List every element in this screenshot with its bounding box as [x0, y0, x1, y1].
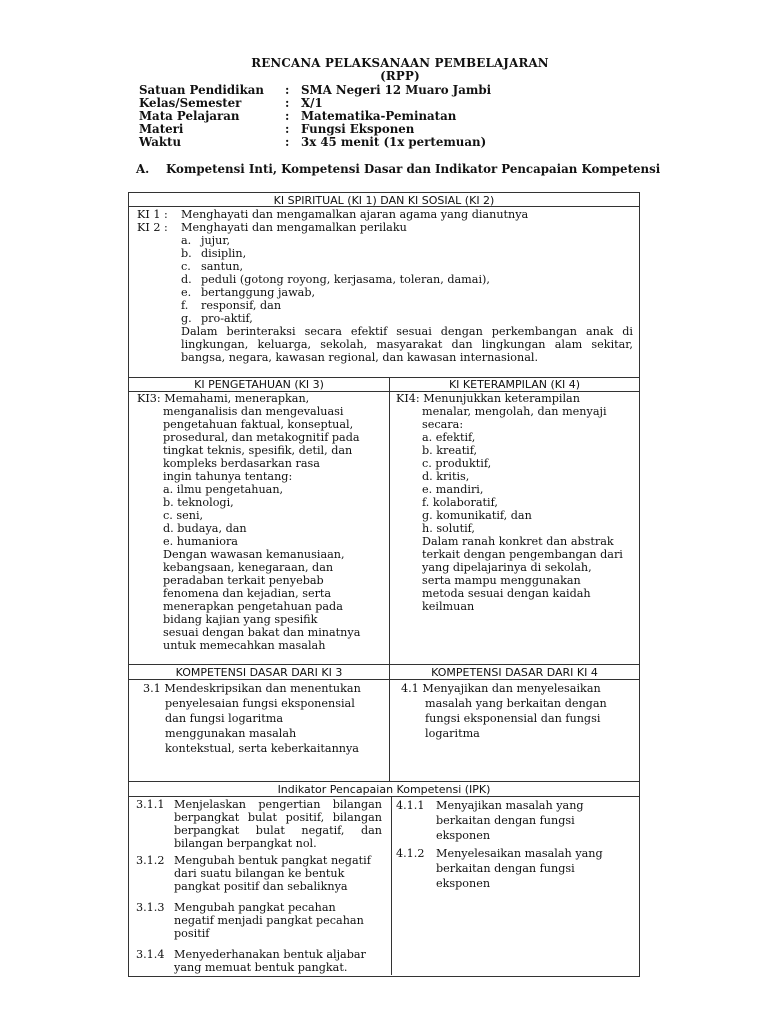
ki3-line: sesuai dengan bakat dan minatnya [163, 626, 361, 639]
competency-table [128, 192, 640, 977]
ki3-line: c. seni, [163, 509, 204, 522]
ki4-line: terkait dengan pengembangan dari [422, 548, 623, 561]
section-title: Kompetensi Inti, Kompetensi Dasar dan Indikator Pencapaian Kompetensi [166, 162, 661, 176]
ki4-line: KI4: Menunjukkan keterampilan [396, 392, 580, 405]
ki4-line: e. mandiri, [422, 483, 484, 496]
ipk-left [136, 798, 386, 974]
kd4-body [401, 681, 637, 741]
kd3-line: kontekstual, serta keberkaitannya [165, 742, 359, 755]
kd4-header: KOMPETENSI DASAR DARI KI 4 [431, 666, 598, 679]
ki3-line: Dengan wawasan kemanusiaan, [163, 548, 345, 561]
ki-spiritual-header: KI SPIRITUAL (KI 1) DAN KI SOSIAL (KI 2) [273, 194, 495, 207]
ki2-item: d. peduli (gotong royong, kerjasama, toleran, damai), [181, 273, 490, 286]
ki4-line: secara: [422, 418, 464, 431]
section-heading [136, 163, 660, 176]
ki2-item: g. pro-aktif, [181, 312, 253, 325]
ki-spiritual-body [137, 208, 633, 364]
ipk-item-4-1-1: 4.1.1 Menyajikan masalah yang [396, 799, 584, 812]
kd4-line: fungsi eksponensial dan fungsi [425, 712, 601, 725]
ki4-line: f. kolaboratif, [422, 496, 498, 509]
divider [129, 664, 639, 665]
kd3-number: 3.1 [143, 682, 161, 695]
ki2-closing-line: Dalam berinteraksi secara efektif sesuai dengan perkembangan anak di [181, 325, 633, 338]
ki3-line: menganalisis dan mengevaluasi [163, 405, 344, 418]
kd3-line: 3.1 Mendeskripsikan dan menentukan [143, 682, 361, 695]
ki4-line: menalar, mengolah, dan menyaji [422, 405, 607, 418]
ki3-line: e. humaniora [163, 535, 238, 548]
ki3-line: peradaban terkait penyebab [163, 574, 324, 587]
kd3-line: menggunakan masalah [165, 727, 297, 740]
divider [129, 796, 639, 797]
ipk-item-3-1-1: 3.1.1 Menjelaskan pengertian bilangan [136, 798, 382, 811]
ki4-line: g. komunikatif, dan [422, 509, 532, 522]
ipk-item-3-1-3: 3.1.3 Mengubah pangkat pecahan [136, 901, 336, 914]
ki2-item: e. bertanggung jawab, [181, 286, 316, 299]
kd3-line: dan fungsi logaritma [165, 712, 284, 725]
ki4-line: c. produktif, [422, 457, 492, 470]
ki2-closing-line: lingkungan, keluarga, sekolah, masyarakat dan lingkungan alam sekitar, [181, 338, 633, 351]
divider [129, 679, 639, 680]
ki3-line: prosedural, dan metakognitif pada [163, 431, 360, 444]
ki1-row: KI 1 : Menghayati dan mengamalkan ajaran agama yang dianutnya [137, 208, 529, 221]
meta-row-kelas: Kelas/Semester : X/1 [139, 96, 323, 110]
ki3-line: ingin tahunya tentang: [163, 470, 293, 483]
ipk-line: berkaitan dengan fungsi [436, 814, 575, 827]
ki4-line: b. kreatif, [422, 444, 478, 457]
ipk-line: positif [174, 927, 210, 940]
ki4-line: a. efektif, [422, 431, 476, 444]
ki3-line: bidang kajian yang spesifik [163, 613, 318, 626]
meta-row-satuan: Satuan Pendidikan : SMA Negeri 12 Muaro Jambi [139, 83, 492, 97]
kd3-body [143, 681, 387, 756]
kd3-line: penyelesaian fungsi eksponensial [165, 697, 355, 710]
ki3-body [137, 392, 387, 652]
ipk-line: eksponen [436, 829, 491, 842]
ki3-line: KI3: Memahami, menerapkan, [137, 392, 310, 405]
ki3-line: kompleks berdasarkan rasa [163, 457, 320, 470]
ipk-line: bilangan berpangkat nol. [174, 837, 317, 850]
ki3-line: fenomena dan kejadian, serta [163, 587, 332, 600]
meta-row-waktu: Waktu : 3x 45 menit (1x pertemuan) [139, 135, 487, 149]
ipk-line: pangkat positif dan sebaliknya [174, 880, 348, 893]
ki4-label: KI4: [396, 392, 420, 405]
ki3-line: a. ilmu pengetahuan, [163, 483, 284, 496]
ipk-line: yang memuat bentuk pangkat. [174, 961, 348, 974]
ipk-right [396, 798, 636, 891]
ki2-item: b. disiplin, [181, 247, 247, 260]
ki4-header: KI KETERAMPILAN (KI 4) [448, 378, 581, 391]
ki3-line: b. teknologi, [163, 496, 234, 509]
ki4-line: keilmuan [422, 600, 475, 613]
ki2-item: a. jujur, [181, 234, 231, 247]
ki4-line: h. solutif, [422, 522, 475, 535]
ipk-item-3-1-4: 3.1.4 Menyederhanakan bentuk aljabar [136, 948, 366, 961]
ipk-item-4-1-2: 4.1.2 Menyelesaikan masalah yang [396, 847, 603, 860]
meta-row-mapel: Mata Pelajaran : Matematika-Peminatan [139, 109, 457, 123]
ki3-line: tingkat teknis, spesifik, detil, dan [163, 444, 353, 457]
ki4-body [396, 392, 636, 613]
ki2-closing-line: bangsa, negara, kawasan regional, dan kawasan internasional. [181, 351, 539, 364]
meta-row-materi: Materi : Fungsi Eksponen [139, 122, 415, 136]
ki3-line: d. budaya, dan [163, 522, 247, 535]
ki3-line: untuk memecahkan masalah [163, 639, 326, 652]
ki2-item: c. santun, [181, 260, 244, 273]
ki4-line: Dalam ranah konkret dan abstrak [422, 535, 614, 548]
ipk-item-3-1-2: 3.1.2 Mengubah bentuk pangkat negatif [136, 854, 371, 867]
ki3-line: kebangsaan, kenegaraan, dan [163, 561, 334, 574]
ipk-line: negatif menjadi pangkat pecahan [174, 914, 364, 927]
kd4-line: 4.1 Menyajikan dan menyelesaikan [401, 682, 601, 695]
ki3-line: pengetahuan faktual, konseptual, [163, 418, 354, 431]
ipk-line: eksponen [436, 877, 491, 890]
kd4-line: masalah yang berkaitan dengan [425, 697, 607, 710]
document-subtitle: (RPP) [380, 69, 420, 83]
ipk-header: Indikator Pencapaian Kompetensi (IPK) [277, 783, 491, 796]
ki4-line: d. kritis, [422, 470, 470, 483]
ipk-line: berkaitan dengan fungsi [436, 862, 575, 875]
kd4-line: logaritma [425, 727, 480, 740]
section-number: A. [136, 162, 150, 176]
ipk-line: berpangkat bulat positif, bilangan [174, 811, 382, 824]
ki4-line: metoda sesuai dengan kaidah [422, 587, 591, 600]
ipk-line: berpangkat bulat negatif, dan [174, 824, 382, 837]
kd4-number: 4.1 [401, 682, 419, 695]
ki4-line: yang dipelajarinya di sekolah, [422, 561, 592, 574]
divider [129, 781, 639, 782]
ki2-item: f. responsif, dan [181, 299, 282, 312]
ipk-line: dari suatu bilangan ke bentuk [174, 867, 345, 880]
ki4-line: serta mampu menggunakan [422, 574, 581, 587]
column-divider [389, 377, 390, 781]
identity-block [139, 84, 491, 149]
ki3-header: KI PENGETAHUAN (KI 3) [194, 378, 324, 391]
document-title: RENCANA PELAKSANAAN PEMBELAJARAN [251, 56, 549, 70]
kd3-header: KOMPETENSI DASAR DARI KI 3 [175, 666, 343, 679]
ki3-line: menerapkan pengetahuan pada [163, 600, 343, 613]
ki2-row: KI 2 : Menghayati dan mengamalkan perilaku [137, 221, 407, 234]
column-divider [391, 796, 392, 975]
ki3-label: KI3: [137, 392, 161, 405]
